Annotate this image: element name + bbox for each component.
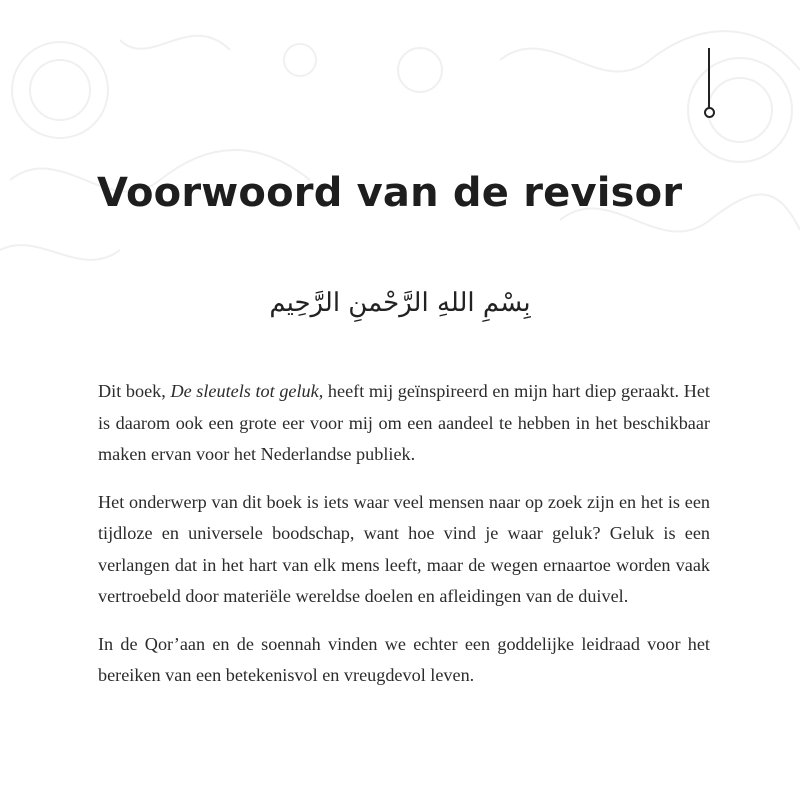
- paragraph-1-rest: , heeft mij geïnspireerd en mijn hart diep geraakt. Het is daarom ook een grote eer voor mij om een aandeel te hebben in het beschikbaar maken ervan voor het Nederlandse publiek.: [98, 381, 710, 464]
- bookmark-line: [708, 48, 710, 108]
- paragraph-3: In de Qor’aan en de soennah vinden we echter een goddelijke leidraad voor het bereiken van een betekenisvol en vreugdevol leven.: [98, 633, 710, 685]
- bookmark-marker: [703, 48, 715, 120]
- bookmark-ring: [704, 107, 715, 118]
- paragraph-1: [98, 376, 710, 471]
- paragraph-2: Het onderwerp van dit boek is iets waar veel mensen naar op zoek zijn en het is een tijdloze en universele boodschap, want hoe vind je waar geluk? Geluk is een verlangen dat in het hart van elk mens leeft, maar de wegen ernaartoe worden vaak vertroebeld door materiële wereldse doelen en afleidingen van de duivel.: [98, 491, 710, 606]
- body-text: [98, 376, 710, 708]
- page-title: Voorwoord van de revisor: [97, 170, 683, 216]
- paragraph-1-intro: Dit boek,: [98, 381, 171, 401]
- book-title: De sleutels tot geluk: [170, 381, 319, 401]
- basmala-text: بِسْمِ اللهِ الرَّحْمنِ الرَّحِيم: [269, 288, 531, 318]
